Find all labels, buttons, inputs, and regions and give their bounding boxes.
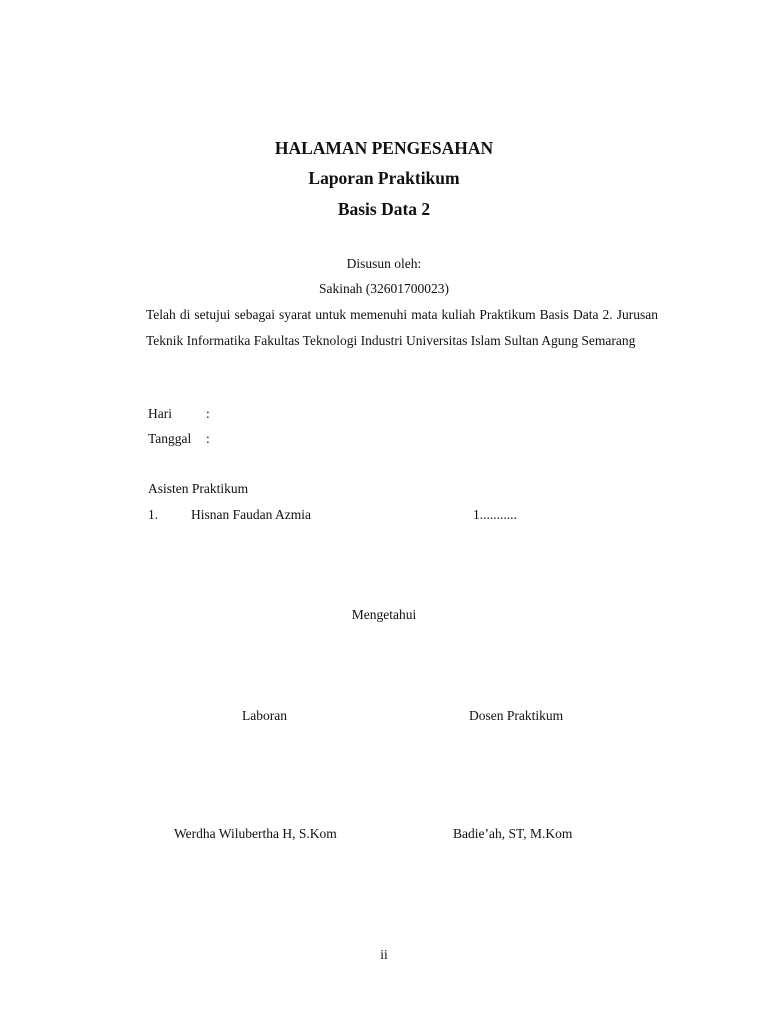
tanggal-colon: :: [206, 431, 210, 446]
laboran-role: Laboran: [242, 708, 287, 723]
tanggal-label: Tanggal: [148, 431, 192, 446]
hari-colon: :: [206, 406, 210, 421]
assistant-signature-line: 1...........: [473, 507, 517, 522]
hari-label: Hari: [148, 406, 172, 421]
dosen-role: Dosen Praktikum: [469, 708, 564, 723]
assistant-number: 1.: [148, 507, 159, 522]
assistant-name: Hisnan Faudan Azmia: [191, 507, 311, 522]
page-number: ii: [380, 947, 388, 962]
laboran-name: Werdha Wilubertha H, S.Kom: [174, 826, 337, 841]
author-label: Disusun oleh:: [346, 256, 422, 271]
author-name: Sakinah (32601700023): [318, 281, 450, 296]
acknowledge-label: Mengetahui: [351, 607, 417, 622]
document-title: HALAMAN PENGESAHAN: [274, 138, 494, 158]
dosen-name: Badie’ah, ST, M.Kom: [453, 826, 573, 841]
course-name: Basis Data 2: [337, 199, 431, 219]
report-type: Laporan Praktikum: [308, 168, 460, 188]
approval-paragraph: Telah di setujui sebagai syarat untuk memenuhi mata kuliah Praktikum Basis Data 2. Jurusan Teknik Informatika Fakultas Teknologi Industri Universitas Islam Sultan Agung Semarang: [146, 307, 658, 348]
assistant-heading: Asisten Praktikum: [148, 481, 249, 496]
